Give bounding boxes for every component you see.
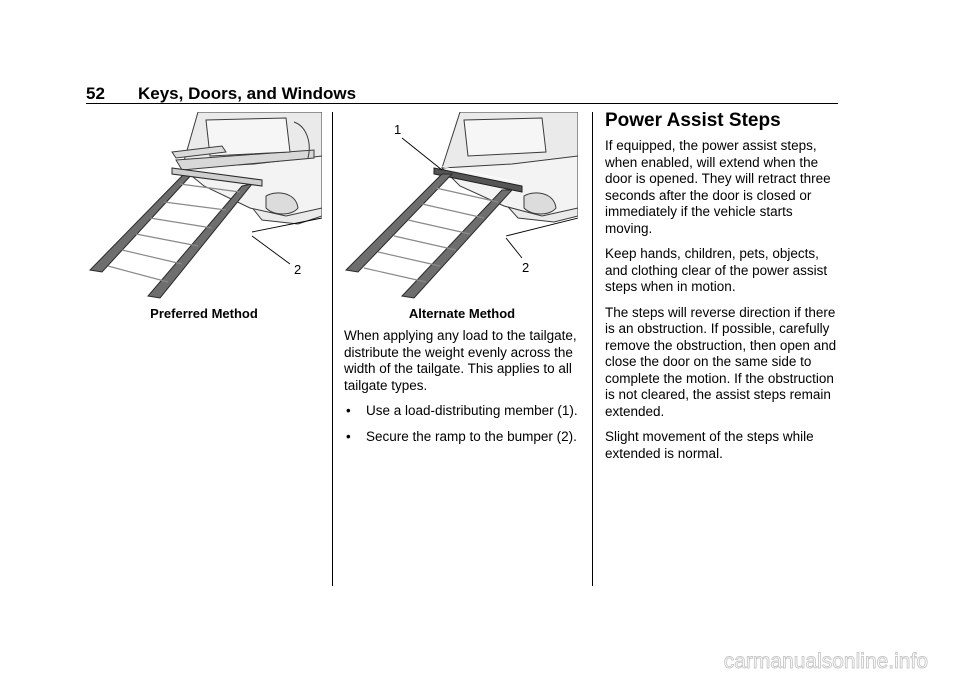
callout-label-1: 1: [394, 122, 402, 137]
column-divider-left: [332, 112, 333, 586]
preferred-method-illustration: [86, 112, 322, 304]
bullet-item: [344, 429, 580, 446]
power-assist-steps-heading: Power Assist Steps: [605, 110, 781, 131]
page-header: [86, 80, 838, 104]
middle-column-text: [344, 328, 580, 454]
alternate-method-caption: Alternate Method: [408, 306, 516, 321]
alternate-method-illustration: [342, 112, 578, 304]
bullet-item: [344, 403, 580, 420]
paragraph: Keep hands, children, pets, objects, and clothing clear of the power assist steps when in motion.: [605, 246, 828, 294]
callout-label-2: 2: [294, 262, 302, 277]
callout-2-leader: [252, 218, 322, 264]
bullet-list: [344, 403, 580, 445]
paragraph: If equipped, the power assist steps, when enabled, will extend when the door is opened. They will retract three seconds after the door is closed or immediately if the vehicle starts moving.: [605, 138, 831, 236]
intro-paragraph: When applying any load to the tailgate, distribute the weight evenly across the width of the tailgate. This applies to all tailgate types.: [344, 328, 577, 393]
bullet-text: Secure the ramp to the bumper (2).: [366, 428, 577, 444]
callout-label-2: 2: [522, 260, 530, 275]
paragraph: Slight movement of the steps while extended is normal.: [605, 429, 814, 461]
paragraph: The steps will reverse direction if there is an obstruction. If possible, carefully remove the obstruction, then open and close the door on the same side to complete the motion. If the obstruction is not cleared, the assist steps remain extended.: [605, 304, 837, 419]
right-column-text: [605, 138, 841, 471]
bullet-dot: •: [346, 403, 351, 418]
column-divider-right: [592, 112, 593, 586]
header-rule: [86, 103, 838, 104]
truck-bed: [442, 112, 578, 222]
bullet-dot: •: [346, 428, 351, 444]
section-title: Keys, Doors, and Windows: [138, 84, 357, 103]
preferred-method-caption: Preferred Method: [150, 306, 258, 321]
watermark-graphic: [628, 648, 928, 674]
watermark-text: carmanualsonline.info: [723, 650, 928, 673]
watermark: [628, 648, 928, 674]
truck-bed: [172, 112, 322, 224]
alternate-method-figure: [342, 112, 578, 304]
bullet-text: Use a load-distributing member (1).: [366, 403, 578, 418]
preferred-method-figure: [86, 112, 322, 304]
page-number: 52: [86, 84, 105, 103]
